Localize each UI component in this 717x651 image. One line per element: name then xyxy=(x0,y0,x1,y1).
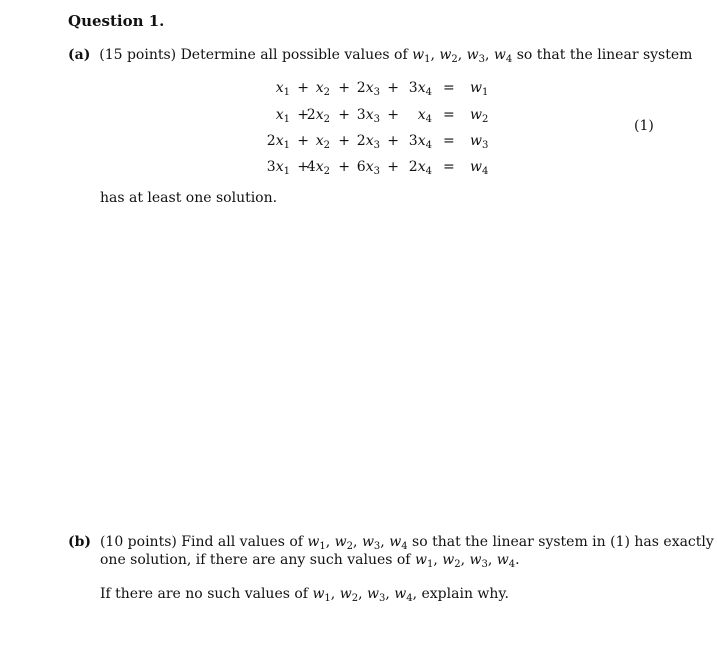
part-b-text-after: so that the linear system in (1) has exactly xyxy=(412,534,714,550)
equation-term: $4x_2$ xyxy=(306,159,330,177)
variable-symbol: $w_2$ xyxy=(334,534,354,552)
equals-sign: = xyxy=(443,159,455,175)
variable-symbol: $w_1$ xyxy=(412,47,431,65)
variable-symbol: $w_3$ xyxy=(366,586,386,604)
part-b-line-2 xyxy=(100,551,520,570)
part-b-line-2-text: one solution, if there are any such values of xyxy=(100,552,411,568)
equation-term: $x_1$ xyxy=(275,107,290,125)
part-b-variables-3: $w_1$, $w_2$, $w_3$, $w_4$ xyxy=(312,586,413,604)
equation-term: $x_2$ xyxy=(315,80,330,98)
equation-term: $3x_1$ xyxy=(266,159,290,177)
equation-row xyxy=(262,159,502,179)
variable-symbol: $w_1$ xyxy=(312,586,331,604)
plus-operator: + xyxy=(387,80,399,96)
part-b-label: (b) xyxy=(68,534,92,550)
variable-symbol: $w_3$ xyxy=(469,552,488,570)
equation-term: $2x_3$ xyxy=(356,80,380,98)
part-b-variables-2: $w_1$, $w_2$, $w_3$, $w_4$ xyxy=(414,552,516,570)
equation-term: $x_1$ xyxy=(275,80,290,98)
plus-operator: + xyxy=(338,159,350,175)
equation-term: $2x_3$ xyxy=(356,133,380,151)
equation-row xyxy=(262,107,502,127)
plus-operator: + xyxy=(338,133,350,149)
variable-symbol: $w_3$ xyxy=(361,534,381,552)
part-b-line-3-text: If there are no such values of xyxy=(100,586,308,602)
equation-term: $2x_4$ xyxy=(408,159,432,177)
equation-term: $3x_3$ xyxy=(356,107,380,125)
part-a-text-after: so that the linear system xyxy=(516,47,693,63)
equation-term: $3x_4$ xyxy=(408,133,432,151)
part-b-points: (10 points) xyxy=(99,534,177,550)
part-b-text-before: Find all values of xyxy=(181,534,303,550)
variable-symbol: $w_2$ xyxy=(439,47,458,65)
part-a-closing: has at least one solution. xyxy=(100,190,278,206)
variable-symbol: $w_2$ xyxy=(442,552,461,570)
equation-rhs: $w_3$ xyxy=(470,133,489,151)
variable-symbol: $w_4$ xyxy=(496,552,516,570)
equation-number: (1) xyxy=(634,118,654,134)
part-a-points: (15 points) xyxy=(99,47,177,63)
equals-sign: = xyxy=(443,133,455,149)
equation-row xyxy=(262,80,502,100)
plus-operator: + xyxy=(297,107,309,123)
variable-symbol: $w_4$ xyxy=(493,47,513,65)
equation-term: $3x_4$ xyxy=(408,80,432,98)
part-b-variables-1: $w_1$, $w_2$, $w_3$, $w_4$ xyxy=(307,534,408,552)
equation-term: $2x_2$ xyxy=(306,107,330,125)
equation-term: $x_2$ xyxy=(315,133,330,151)
plus-operator: + xyxy=(338,107,350,123)
equation-term: $2x_1$ xyxy=(266,133,290,151)
part-b-line-2-end: . xyxy=(515,552,520,568)
plus-operator: + xyxy=(387,107,399,123)
variable-symbol: $w_4$ xyxy=(394,586,413,604)
part-a-text-before: Determine all possible values of xyxy=(180,47,408,63)
plus-operator: + xyxy=(297,133,309,149)
equation-rhs: $w_4$ xyxy=(470,159,489,177)
variable-symbol: $w_1$ xyxy=(414,552,434,570)
plus-operator: + xyxy=(297,159,309,175)
part-a-variables: $w_1$, $w_2$, $w_3$, $w_4$ xyxy=(412,47,513,65)
question-title: Question 1. xyxy=(68,12,165,30)
variable-symbol: $w_2$ xyxy=(339,586,359,604)
equation-rhs: $w_1$ xyxy=(470,80,489,98)
variable-symbol: $w_1$ xyxy=(307,534,326,552)
equation-row xyxy=(262,133,502,153)
equation-term: $x_4$ xyxy=(417,107,432,125)
variable-symbol: $w_4$ xyxy=(389,534,408,552)
plus-operator: + xyxy=(387,159,399,175)
plus-operator: + xyxy=(297,80,309,96)
plus-operator: + xyxy=(387,133,399,149)
equals-sign: = xyxy=(443,80,455,96)
equation-rhs: $w_2$ xyxy=(470,107,489,125)
part-b-line-3 xyxy=(100,585,509,604)
part-a-prompt xyxy=(68,46,692,65)
part-b-line-1 xyxy=(68,533,714,552)
plus-operator: + xyxy=(338,80,350,96)
variable-symbol: $w_3$ xyxy=(466,47,485,65)
equals-sign: = xyxy=(443,107,455,123)
part-a-label: (a) xyxy=(68,47,91,63)
part-b-line-3-end: , explain why. xyxy=(412,586,509,602)
equation-term: $6x_3$ xyxy=(356,159,380,177)
